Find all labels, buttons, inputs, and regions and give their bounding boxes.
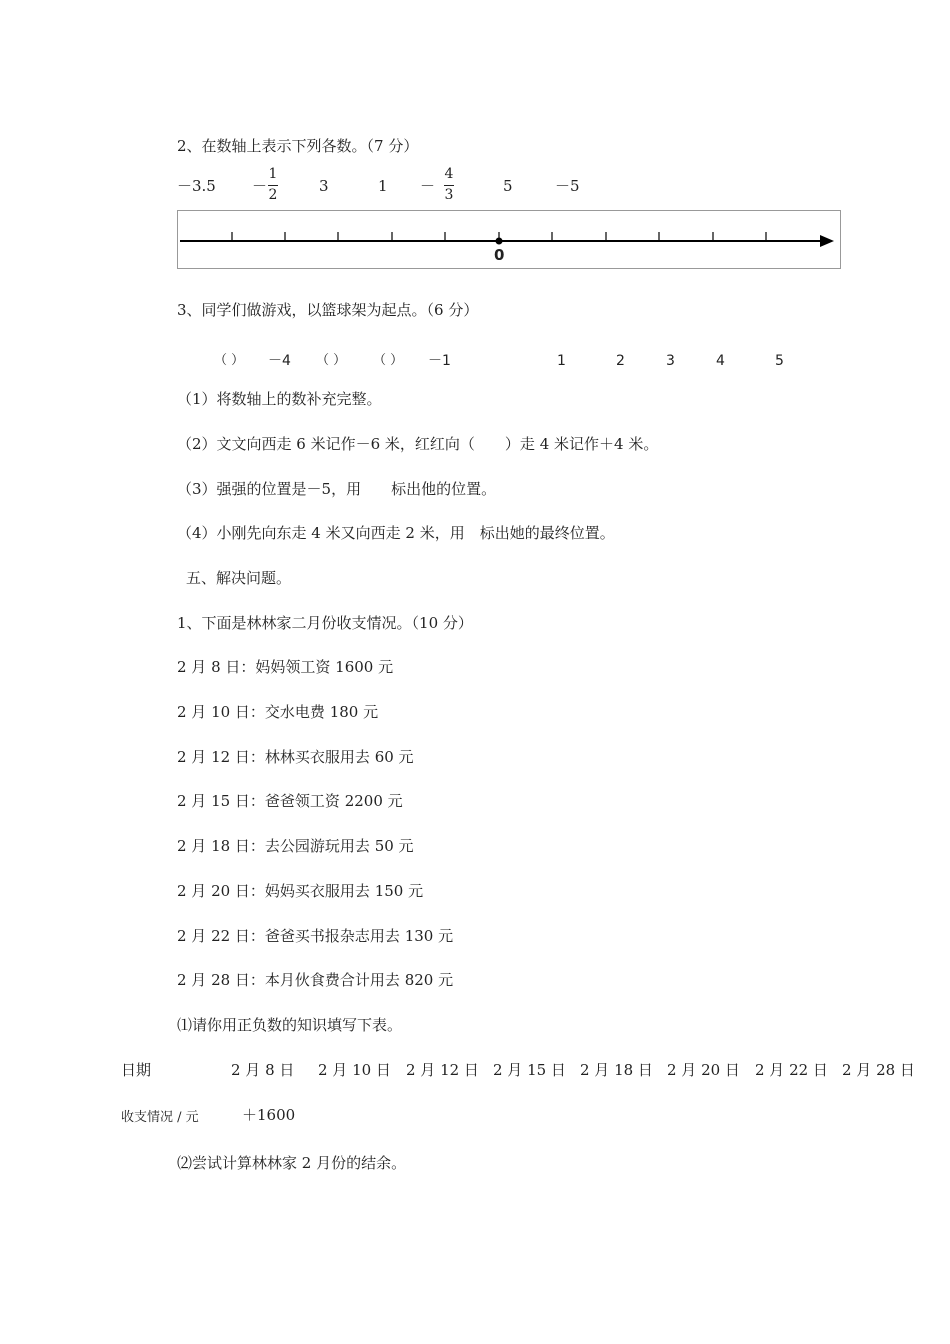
- blank-paren: （ ）: [373, 353, 404, 368]
- row-value: －1: [428, 353, 451, 369]
- row-value: 3: [666, 353, 675, 369]
- fraction-numerator: 4: [444, 166, 454, 182]
- row-value: 2: [616, 353, 625, 369]
- list-item: 2 月 12 日：林林买衣服用去 60 元: [177, 748, 414, 766]
- number-3: 3: [319, 177, 329, 195]
- origin-label: 0: [494, 246, 505, 264]
- table-cell-value: ＋1600: [242, 1106, 296, 1124]
- table-header-date: 2 月 18 日: [580, 1061, 653, 1079]
- q1-title: 1、下面是林林家二月份收支情况。（10 分）: [177, 614, 473, 632]
- q3-sub-3: （3）强强的位置是－5，用 标出他的位置。: [177, 480, 497, 498]
- fraction-denominator: 2: [268, 187, 278, 203]
- sub-question-2: ⑵尝试计算林林家 2 月份的结余。: [177, 1154, 407, 1172]
- fraction-bar: [444, 185, 454, 186]
- row-value: 4: [716, 353, 725, 369]
- fraction-numerator: 1: [268, 166, 278, 182]
- table-row-label: 收支情况 / 元: [121, 1110, 199, 1125]
- list-item: 2 月 20 日：妈妈买衣服用去 150 元: [177, 882, 424, 900]
- section-5-title: 五、解决问题。: [186, 569, 292, 587]
- neg-sign: －: [252, 177, 268, 195]
- list-item: 2 月 15 日：爸爸领工资 2200 元: [177, 792, 403, 810]
- blank-paren: （ ）: [316, 353, 347, 368]
- list-item: 2 月 18 日：去公园游玩用去 50 元: [177, 837, 414, 855]
- q3-title: 3、同学们做游戏，以篮球架为起点。（6 分）: [177, 301, 479, 319]
- list-item: 2 月 8 日：妈妈领工资 1600 元: [177, 658, 394, 676]
- fraction-bar: [268, 185, 278, 186]
- table-header-date: 2 月 28 日: [842, 1061, 915, 1079]
- table-header-date: 2 月 15 日: [493, 1061, 566, 1079]
- number-5: 5: [503, 177, 513, 195]
- table-header-date: 2 月 8 日: [231, 1061, 295, 1079]
- table-header-date: 2 月 10 日: [318, 1061, 391, 1079]
- number-neg-5: －5: [555, 177, 580, 195]
- row-value: 1: [557, 353, 566, 369]
- q2-title: 2、在数轴上表示下列各数。（7 分）: [177, 137, 419, 155]
- origin-dot: [496, 238, 503, 245]
- fraction-denominator: 3: [444, 187, 454, 203]
- table-header-label: 日期: [121, 1061, 152, 1079]
- list-item: 2 月 10 日：交水电费 180 元: [177, 703, 379, 721]
- arrow-head-icon: [820, 235, 834, 247]
- number-neg-3-5: －3.5: [177, 177, 216, 195]
- row-value: 5: [775, 353, 784, 369]
- blank-paren: （ ）: [214, 353, 245, 368]
- table-header-date: 2 月 12 日: [406, 1061, 479, 1079]
- number-line: [178, 211, 842, 270]
- table-header-date: 2 月 22 日: [755, 1061, 828, 1079]
- number-1: 1: [378, 177, 388, 195]
- neg-sign: －: [420, 177, 436, 195]
- sub-question-1: ⑴请你用正负数的知识填写下表。: [177, 1016, 403, 1034]
- table-header-date: 2 月 20 日: [667, 1061, 740, 1079]
- list-item: 2 月 22 日：爸爸买书报杂志用去 130 元: [177, 927, 454, 945]
- q3-sub-2: （2）文文向西走 6 米记作－6 米，红红向（ ）走 4 米记作＋4 米。: [177, 435, 659, 453]
- q3-sub-4: （4）小刚先向东走 4 米又向西走 2 米，用 标出她的最终位置。: [177, 524, 615, 542]
- row-value: －4: [268, 353, 291, 369]
- number-line-box: [177, 210, 841, 269]
- q3-sub-1: （1）将数轴上的数补充完整。: [177, 390, 382, 408]
- list-item: 2 月 28 日：本月伙食费合计用去 820 元: [177, 971, 454, 989]
